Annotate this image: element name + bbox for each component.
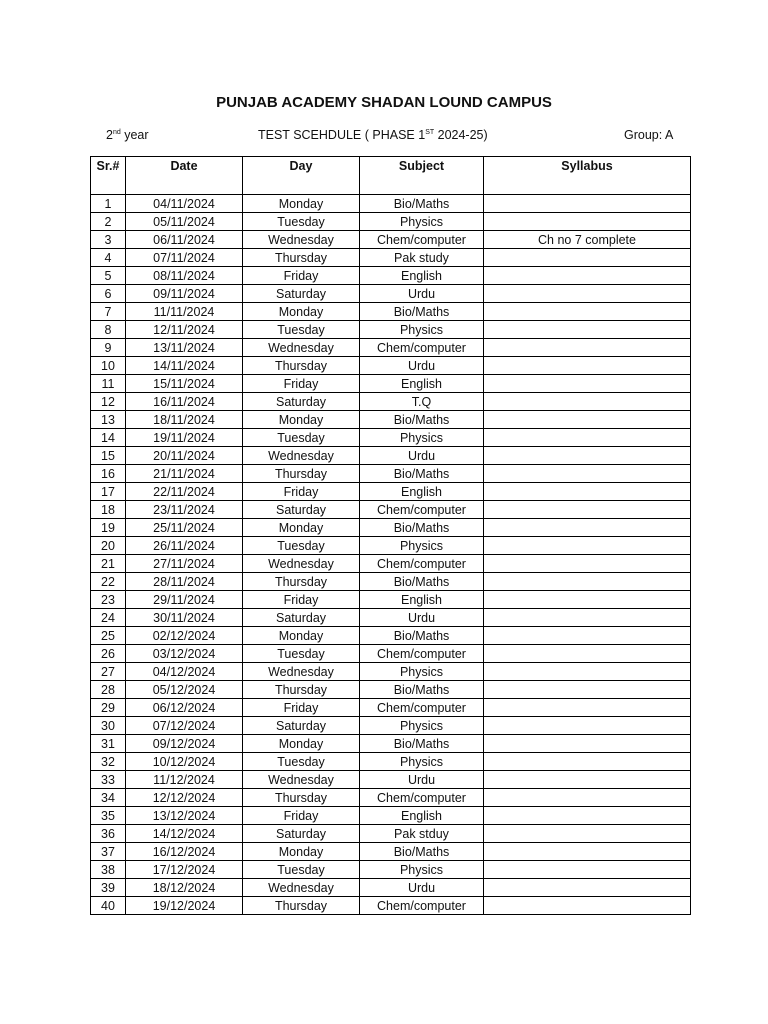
cell-syllabus — [484, 645, 691, 663]
cell-day: Wednesday — [243, 663, 360, 681]
table-row — [91, 357, 691, 375]
cell-date: 30/11/2024 — [126, 609, 243, 627]
cell-sr: 15 — [91, 447, 126, 465]
cell-date: 10/12/2024 — [126, 753, 243, 771]
cell-date: 14/12/2024 — [126, 825, 243, 843]
cell-syllabus — [484, 879, 691, 897]
header-row — [91, 157, 691, 195]
cell-subject: Chem/computer — [360, 645, 484, 663]
cell-date: 29/11/2024 — [126, 591, 243, 609]
cell-syllabus — [484, 303, 691, 321]
cell-subject: Chem/computer — [360, 231, 484, 249]
cell-sr: 24 — [91, 609, 126, 627]
column-header-day: Day — [243, 157, 360, 195]
cell-sr: 13 — [91, 411, 126, 429]
cell-syllabus: Ch no 7 complete — [484, 231, 691, 249]
cell-syllabus — [484, 897, 691, 915]
cell-date: 09/11/2024 — [126, 285, 243, 303]
cell-sr: 7 — [91, 303, 126, 321]
cell-subject: Chem/computer — [360, 897, 484, 915]
cell-sr: 21 — [91, 555, 126, 573]
cell-day: Monday — [243, 195, 360, 213]
cell-date: 06/12/2024 — [126, 699, 243, 717]
cell-day: Tuesday — [243, 321, 360, 339]
cell-day: Thursday — [243, 789, 360, 807]
cell-subject: Chem/computer — [360, 339, 484, 357]
cell-sr: 3 — [91, 231, 126, 249]
table-row — [91, 609, 691, 627]
table-row — [91, 411, 691, 429]
cell-syllabus — [484, 213, 691, 231]
cell-date: 02/12/2024 — [126, 627, 243, 645]
cell-subject: English — [360, 375, 484, 393]
cell-day: Monday — [243, 519, 360, 537]
cell-day: Thursday — [243, 357, 360, 375]
cell-syllabus — [484, 339, 691, 357]
cell-subject: Bio/Maths — [360, 465, 484, 483]
cell-date: 05/12/2024 — [126, 681, 243, 699]
cell-day: Wednesday — [243, 231, 360, 249]
cell-subject: Bio/Maths — [360, 843, 484, 861]
cell-date: 17/12/2024 — [126, 861, 243, 879]
cell-syllabus — [484, 735, 691, 753]
cell-sr: 23 — [91, 591, 126, 609]
cell-day: Tuesday — [243, 861, 360, 879]
cell-date: 26/11/2024 — [126, 537, 243, 555]
cell-syllabus — [484, 591, 691, 609]
cell-day: Tuesday — [243, 753, 360, 771]
cell-sr: 28 — [91, 681, 126, 699]
cell-day: Thursday — [243, 573, 360, 591]
cell-sr: 18 — [91, 501, 126, 519]
cell-day: Monday — [243, 735, 360, 753]
cell-day: Wednesday — [243, 879, 360, 897]
cell-syllabus — [484, 375, 691, 393]
cell-date: 27/11/2024 — [126, 555, 243, 573]
schedule-prefix: TEST SCEHDULE ( PHASE 1 — [258, 128, 426, 142]
cell-day: Monday — [243, 843, 360, 861]
cell-sr: 20 — [91, 537, 126, 555]
table-row — [91, 807, 691, 825]
cell-day: Friday — [243, 267, 360, 285]
cell-subject: English — [360, 483, 484, 501]
cell-sr: 39 — [91, 879, 126, 897]
cell-subject: Physics — [360, 213, 484, 231]
cell-day: Monday — [243, 303, 360, 321]
cell-date: 13/11/2024 — [126, 339, 243, 357]
cell-date: 04/12/2024 — [126, 663, 243, 681]
table-body — [91, 195, 691, 915]
cell-subject: Physics — [360, 753, 484, 771]
cell-syllabus — [484, 501, 691, 519]
cell-subject: Bio/Maths — [360, 195, 484, 213]
cell-syllabus — [484, 411, 691, 429]
cell-syllabus — [484, 195, 691, 213]
table-row — [91, 519, 691, 537]
table-row — [91, 861, 691, 879]
cell-sr: 1 — [91, 195, 126, 213]
cell-date: 11/11/2024 — [126, 303, 243, 321]
cell-day: Friday — [243, 699, 360, 717]
cell-sr: 14 — [91, 429, 126, 447]
table-row — [91, 717, 691, 735]
table-row — [91, 321, 691, 339]
table-row — [91, 789, 691, 807]
cell-subject: Pak study — [360, 249, 484, 267]
table-row — [91, 429, 691, 447]
cell-subject: Bio/Maths — [360, 303, 484, 321]
table-row — [91, 627, 691, 645]
cell-date: 13/12/2024 — [126, 807, 243, 825]
cell-syllabus — [484, 717, 691, 735]
cell-day: Thursday — [243, 897, 360, 915]
cell-date: 25/11/2024 — [126, 519, 243, 537]
cell-day: Tuesday — [243, 213, 360, 231]
schedule-postfix: 2024-25) — [434, 128, 488, 142]
cell-sr: 40 — [91, 897, 126, 915]
cell-syllabus — [484, 663, 691, 681]
cell-syllabus — [484, 537, 691, 555]
table-row — [91, 447, 691, 465]
cell-sr: 29 — [91, 699, 126, 717]
cell-subject: Bio/Maths — [360, 681, 484, 699]
cell-syllabus — [484, 249, 691, 267]
cell-subject: Bio/Maths — [360, 735, 484, 753]
cell-day: Tuesday — [243, 645, 360, 663]
cell-subject: Pak stduy — [360, 825, 484, 843]
cell-date: 03/12/2024 — [126, 645, 243, 663]
cell-subject: Chem/computer — [360, 501, 484, 519]
cell-day: Friday — [243, 375, 360, 393]
table-row — [91, 267, 691, 285]
cell-day: Tuesday — [243, 429, 360, 447]
cell-sr: 33 — [91, 771, 126, 789]
table-row — [91, 663, 691, 681]
cell-sr: 35 — [91, 807, 126, 825]
cell-sr: 22 — [91, 573, 126, 591]
schedule-suffix: ST — [425, 129, 435, 136]
cell-sr: 12 — [91, 393, 126, 411]
cell-day: Thursday — [243, 465, 360, 483]
table-row — [91, 825, 691, 843]
cell-sr: 25 — [91, 627, 126, 645]
cell-sr: 19 — [91, 519, 126, 537]
cell-subject: Bio/Maths — [360, 627, 484, 645]
cell-day: Friday — [243, 591, 360, 609]
cell-day: Wednesday — [243, 555, 360, 573]
cell-sr: 37 — [91, 843, 126, 861]
cell-date: 12/12/2024 — [126, 789, 243, 807]
cell-subject: English — [360, 807, 484, 825]
cell-subject: Urdu — [360, 879, 484, 897]
cell-syllabus — [484, 573, 691, 591]
cell-subject: Urdu — [360, 357, 484, 375]
cell-date: 18/11/2024 — [126, 411, 243, 429]
cell-day: Saturday — [243, 609, 360, 627]
cell-day: Saturday — [243, 501, 360, 519]
cell-subject: Physics — [360, 861, 484, 879]
cell-day: Saturday — [243, 393, 360, 411]
cell-day: Monday — [243, 411, 360, 429]
table-row — [91, 303, 691, 321]
cell-day: Friday — [243, 807, 360, 825]
table-row — [91, 249, 691, 267]
cell-sr: 17 — [91, 483, 126, 501]
cell-date: 07/11/2024 — [126, 249, 243, 267]
cell-subject: Physics — [360, 321, 484, 339]
table-row — [91, 645, 691, 663]
table-row — [91, 591, 691, 609]
table-row — [91, 195, 691, 213]
cell-syllabus — [484, 321, 691, 339]
cell-syllabus — [484, 267, 691, 285]
cell-day: Wednesday — [243, 339, 360, 357]
cell-syllabus — [484, 447, 691, 465]
cell-sr: 32 — [91, 753, 126, 771]
cell-subject: Physics — [360, 537, 484, 555]
cell-sr: 9 — [91, 339, 126, 357]
cell-sr: 34 — [91, 789, 126, 807]
cell-syllabus — [484, 825, 691, 843]
cell-subject: Physics — [360, 663, 484, 681]
cell-syllabus — [484, 789, 691, 807]
schedule-table — [90, 156, 691, 915]
column-header-date: Date — [126, 157, 243, 195]
cell-sr: 6 — [91, 285, 126, 303]
cell-day: Wednesday — [243, 447, 360, 465]
cell-date: 12/11/2024 — [126, 321, 243, 339]
cell-date: 09/12/2024 — [126, 735, 243, 753]
cell-day: Tuesday — [243, 537, 360, 555]
cell-subject: Urdu — [360, 609, 484, 627]
cell-date: 21/11/2024 — [126, 465, 243, 483]
cell-date: 04/11/2024 — [126, 195, 243, 213]
column-header-subject: Subject — [360, 157, 484, 195]
cell-day: Thursday — [243, 249, 360, 267]
cell-sr: 5 — [91, 267, 126, 285]
cell-syllabus — [484, 519, 691, 537]
year-number: 2 — [106, 128, 113, 142]
cell-sr: 10 — [91, 357, 126, 375]
year-suffix: nd — [112, 129, 121, 136]
cell-syllabus — [484, 357, 691, 375]
cell-date: 08/11/2024 — [126, 267, 243, 285]
cell-syllabus — [484, 843, 691, 861]
column-header-syllabus: Syllabus — [484, 157, 691, 195]
cell-subject: Physics — [360, 429, 484, 447]
cell-subject: Chem/computer — [360, 789, 484, 807]
table-row — [91, 897, 691, 915]
cell-sr: 38 — [91, 861, 126, 879]
cell-syllabus — [484, 609, 691, 627]
cell-date: 07/12/2024 — [126, 717, 243, 735]
cell-syllabus — [484, 483, 691, 501]
table-row — [91, 681, 691, 699]
cell-sr: 36 — [91, 825, 126, 843]
cell-subject: Bio/Maths — [360, 573, 484, 591]
cell-date: 16/11/2024 — [126, 393, 243, 411]
table-row — [91, 285, 691, 303]
table-row — [91, 537, 691, 555]
table-row — [91, 339, 691, 357]
cell-syllabus — [484, 771, 691, 789]
cell-sr: 31 — [91, 735, 126, 753]
cell-day: Friday — [243, 483, 360, 501]
table-row — [91, 393, 691, 411]
cell-date: 20/11/2024 — [126, 447, 243, 465]
cell-sr: 4 — [91, 249, 126, 267]
cell-syllabus — [484, 861, 691, 879]
cell-sr: 2 — [91, 213, 126, 231]
page-title: PUNJAB ACADEMY SHADAN LOUND CAMPUS — [216, 94, 552, 111]
cell-date: 14/11/2024 — [126, 357, 243, 375]
cell-day: Thursday — [243, 681, 360, 699]
cell-sr: 8 — [91, 321, 126, 339]
cell-date: 15/11/2024 — [126, 375, 243, 393]
cell-date: 05/11/2024 — [126, 213, 243, 231]
table-row — [91, 213, 691, 231]
cell-syllabus — [484, 681, 691, 699]
cell-sr: 11 — [91, 375, 126, 393]
cell-sr: 26 — [91, 645, 126, 663]
table-row — [91, 375, 691, 393]
cell-syllabus — [484, 285, 691, 303]
year-label — [106, 128, 149, 142]
cell-date: 06/11/2024 — [126, 231, 243, 249]
cell-syllabus — [484, 699, 691, 717]
cell-syllabus — [484, 807, 691, 825]
table-row — [91, 231, 691, 249]
year-text: year — [120, 128, 149, 142]
table-row — [91, 699, 691, 717]
table-row — [91, 483, 691, 501]
cell-subject: Chem/computer — [360, 555, 484, 573]
column-header-sr: Sr.# — [91, 157, 126, 195]
cell-date: 23/11/2024 — [126, 501, 243, 519]
table-row — [91, 501, 691, 519]
group-label: Group: A — [624, 128, 674, 142]
cell-date: 11/12/2024 — [126, 771, 243, 789]
cell-subject: Bio/Maths — [360, 519, 484, 537]
cell-date: 19/11/2024 — [126, 429, 243, 447]
table-row — [91, 771, 691, 789]
table-row — [91, 753, 691, 771]
cell-date: 16/12/2024 — [126, 843, 243, 861]
cell-date: 18/12/2024 — [126, 879, 243, 897]
cell-day: Saturday — [243, 285, 360, 303]
cell-date: 28/11/2024 — [126, 573, 243, 591]
cell-syllabus — [484, 393, 691, 411]
table-row — [91, 555, 691, 573]
cell-date: 22/11/2024 — [126, 483, 243, 501]
cell-syllabus — [484, 627, 691, 645]
cell-subject: T.Q — [360, 393, 484, 411]
cell-subject: English — [360, 591, 484, 609]
schedule-label — [258, 128, 488, 142]
cell-subject: Urdu — [360, 285, 484, 303]
table-row — [91, 465, 691, 483]
cell-syllabus — [484, 555, 691, 573]
cell-date: 19/12/2024 — [126, 897, 243, 915]
cell-syllabus — [484, 429, 691, 447]
cell-subject: Urdu — [360, 447, 484, 465]
cell-day: Wednesday — [243, 771, 360, 789]
table-row — [91, 843, 691, 861]
cell-subject: Urdu — [360, 771, 484, 789]
cell-sr: 27 — [91, 663, 126, 681]
cell-day: Monday — [243, 627, 360, 645]
cell-sr: 30 — [91, 717, 126, 735]
cell-subject: Bio/Maths — [360, 411, 484, 429]
cell-syllabus — [484, 753, 691, 771]
table-row — [91, 735, 691, 753]
cell-subject: Physics — [360, 717, 484, 735]
table-row — [91, 573, 691, 591]
cell-subject: Chem/computer — [360, 699, 484, 717]
cell-syllabus — [484, 465, 691, 483]
cell-subject: English — [360, 267, 484, 285]
table-row — [91, 879, 691, 897]
cell-day: Saturday — [243, 717, 360, 735]
cell-day: Saturday — [243, 825, 360, 843]
cell-sr: 16 — [91, 465, 126, 483]
